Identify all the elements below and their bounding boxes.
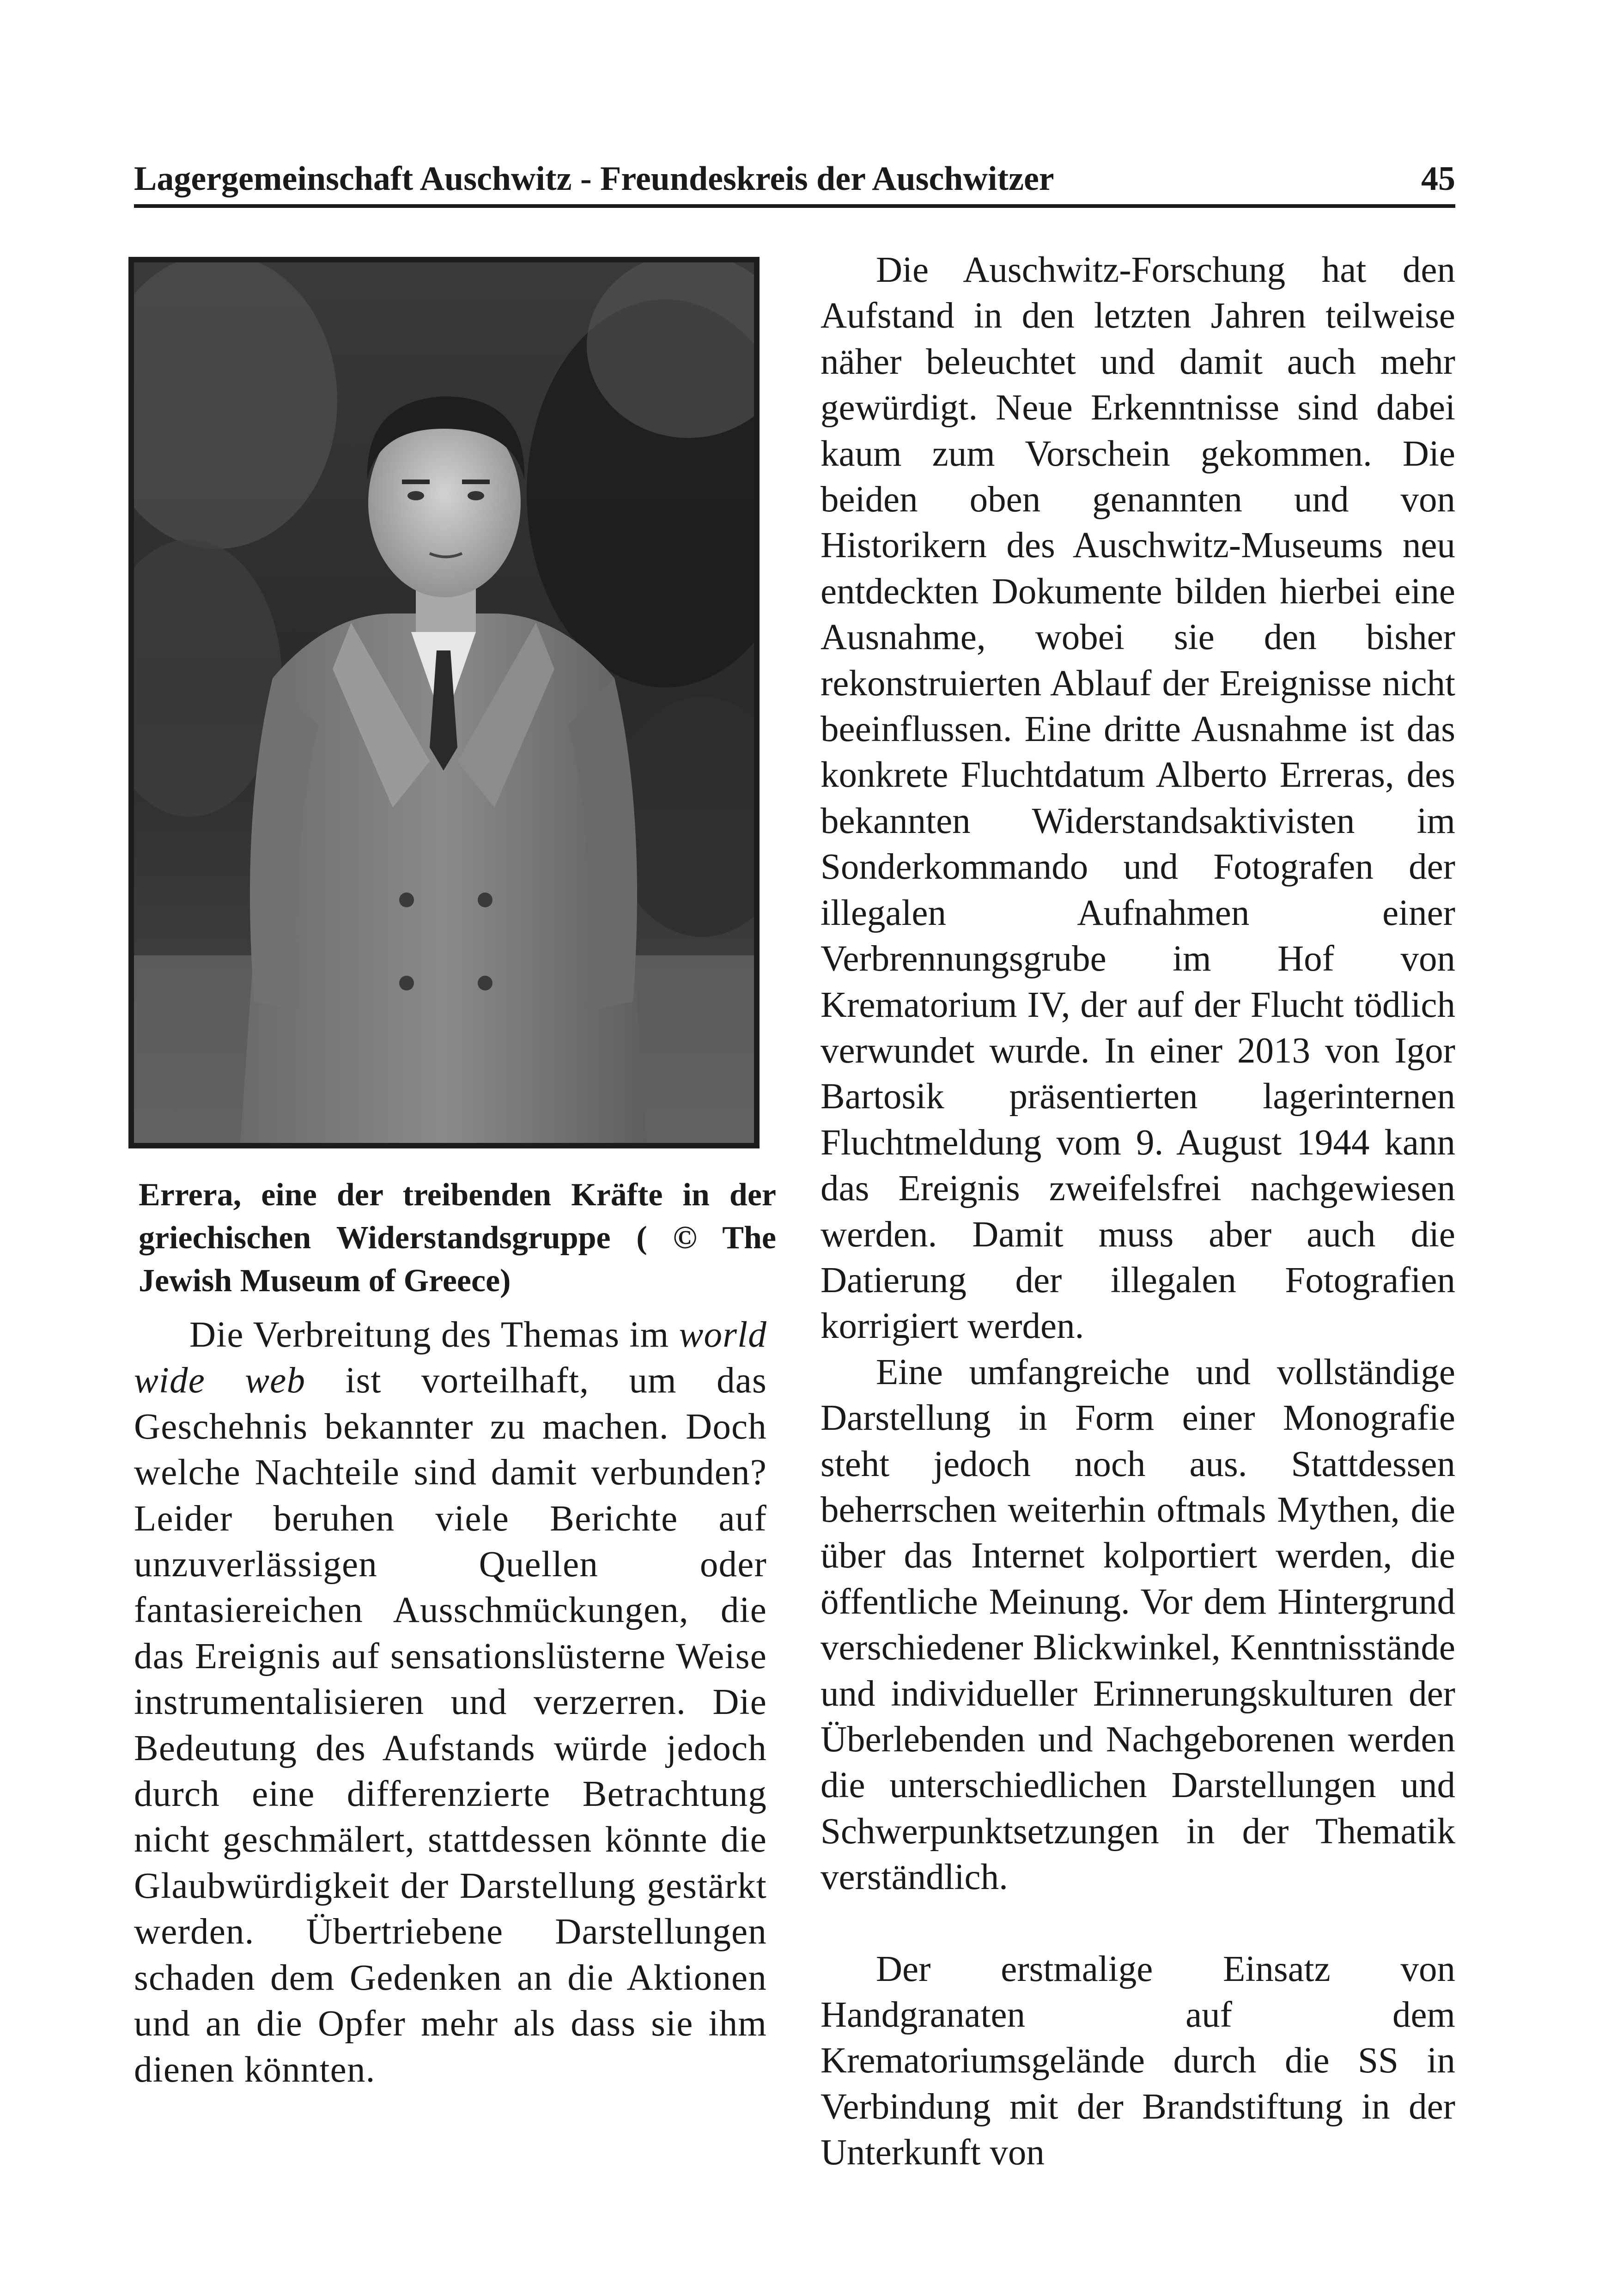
- right-paragraph-2: Eine umfangreiche und vollständige Darstellung in Form einer Monografie steht jedoch noch aus. Stattdessen beherrschen weiterhin oftmals Mythen, die über das Internet kolportiert werden, die öffentliche Meinung. Vor dem Hintergrund verschiedener Blickwinkel, Kenntnisstände und individueller Erinnerungskulturen der Überlebenden und Nachgeborenen werden die unterschiedlichen Darstellungen und Schwerpunktsetzungen in der Thematik verständlich.: [821, 1352, 1455, 1898]
- figure-caption: Errera, eine der treibenden Kräfte in der griechischen Widerstandsgruppe ( © The Jewish Museum of Greece): [139, 1177, 776, 1299]
- page-number: 45: [1421, 160, 1455, 198]
- left-paragraph-1-rest: ist vorteilhaft, um das Geschehnis bekannter zu machen. Doch welche Nachteile sind damit verbunden? Leider beruhen viele Berichte auf unzuverlässigen Quellen oder fantasiereichen Ausschmückungen, die das Ereignis auf sensationslüsterne Weise instrumentalisieren und verzerren. Die Bedeutung des Aufstands würde jedoch durch eine differenzierte Betrachtung nicht geschmälert, stattdessen könnte die Glaubwürdigkeit der Darstellung gestärkt werden. Übertriebene Darstellungen schaden dem Gedenken an die Aktionen und an die Opfer mehr als dass sie ihm dienen könnten.: [134, 1361, 767, 2090]
- right-paragraph-1: Die Auschwitz-Forschung hat den Aufstand in den letzten Jahren teilweise näher beleuchtet und damit auch mehr gewürdigt. Neue Erkenntnisse sind dabei kaum zum Vorschein gekommen. Die beiden oben genannten und von Historikern des Auschwitz-Museums neu entdeckten Dokumente bilden hierbei eine Ausnahme, wobei sie den bisher rekonstruierten Ablauf der Ereignisse nicht beeinflussen. Eine dritte Ausnahme ist das konkrete Fluchtdatum Alberto Erreras, des bekannten Widerstandsaktivisten im Sonderkommando und Fotografen der illegalen Aufnahmen einer Verbrennungsgrube im Hof von Krematorium IV, der auf der Flucht tödlich verwundet wurde. In einer 2013 von Igor Bartosik präsentierten lagerinternen Fluchtmeldung vom 9. August 1944 kann das Ereignis zweifelsfrei nachgewiesen werden. Damit muss aber auch die Datierung der illegalen Fotografien korrigiert werden.: [821, 250, 1455, 1347]
- right-text-column: [821, 247, 1455, 2176]
- running-header: [134, 152, 1455, 208]
- header-title: Lagergemeinschaft Auschwitz - Freundeskreis der Auschwitzer: [134, 160, 1054, 198]
- left-paragraph-1: [134, 1312, 767, 2093]
- portrait-photo: [128, 257, 760, 1148]
- right-paragraph-3: Der erstmalige Einsatz von Handgranaten auf dem Krematoriumsgelände durch die SS in Verbindung mit der Brandstiftung in der Unterkunft von: [821, 1949, 1455, 2173]
- left-text-column: [134, 1312, 767, 2093]
- left-paragraph-1-start: Die Verbreitung des Themas im: [189, 1315, 679, 1355]
- portrait-photo-illustration: [134, 262, 754, 1143]
- left-paragraph-1-italic: world wide web: [134, 1315, 767, 1401]
